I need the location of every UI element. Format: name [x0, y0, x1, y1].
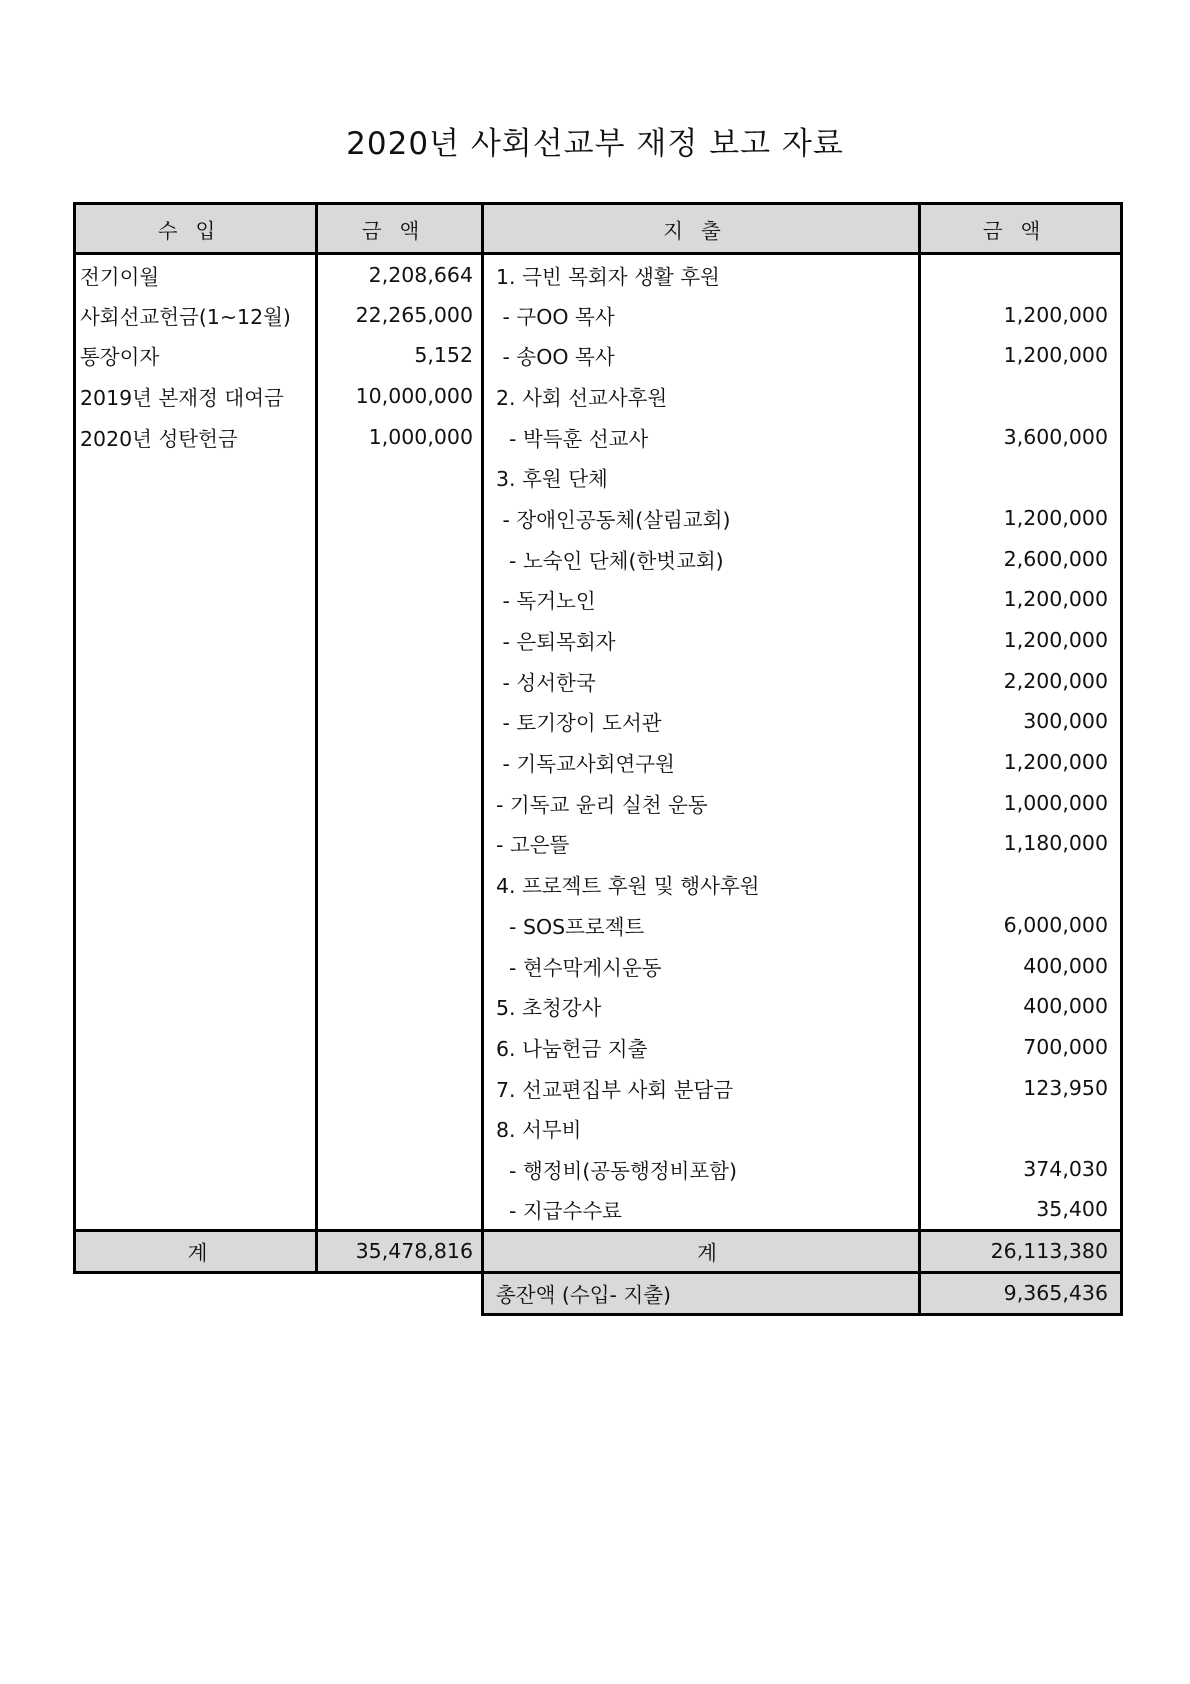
- expense-amount: 300,000: [920, 701, 1122, 742]
- income-amount: [317, 905, 483, 946]
- income-header: 수입: [75, 204, 317, 254]
- income-amount: [317, 823, 483, 864]
- page-title: 2020년 사회선교부 재정 보고 자료: [346, 126, 844, 162]
- balance-row: [75, 1272, 1122, 1314]
- expense-amount: 6,000,000: [920, 905, 1122, 946]
- income-item: 2019년 본재정 대여금: [75, 376, 317, 417]
- table-row: [75, 579, 1122, 620]
- expense-amount: [920, 254, 1122, 295]
- expense-item: 3. 후원 단체: [483, 457, 920, 498]
- totals-row: [75, 1230, 1122, 1272]
- expense-header: 지출: [483, 204, 920, 254]
- table-row: [75, 416, 1122, 457]
- expense-item: 5. 초청강사: [483, 986, 920, 1027]
- expense-item: - 박득훈 선교사: [483, 416, 920, 457]
- table-row: [75, 1108, 1122, 1149]
- income-amount: [317, 1149, 483, 1190]
- income-item: [75, 620, 317, 661]
- table-row: [75, 1027, 1122, 1068]
- table-row: [75, 254, 1122, 295]
- income-amount: [317, 457, 483, 498]
- income-item: [75, 782, 317, 823]
- expense-item: - 구OO 목사: [483, 294, 920, 335]
- income-amount-header: 금액: [317, 204, 483, 254]
- expense-item: - 성서한국: [483, 660, 920, 701]
- expense-amount: 2,600,000: [920, 538, 1122, 579]
- income-item: [75, 1067, 317, 1108]
- expense-item: - SOS프로젝트: [483, 905, 920, 946]
- expense-amount: 1,200,000: [920, 579, 1122, 620]
- table-row: [75, 498, 1122, 539]
- expense-item: 4. 프로젝트 후원 및 행사후원: [483, 864, 920, 905]
- income-total-label: 계: [75, 1230, 317, 1272]
- income-amount: 5,152: [317, 335, 483, 376]
- income-item: [75, 1149, 317, 1190]
- expense-amount: 3,600,000: [920, 416, 1122, 457]
- table-row: [75, 782, 1122, 823]
- table-header-row: [75, 204, 1122, 254]
- expense-item: - 행정비(공동행정비포함): [483, 1149, 920, 1190]
- table-row: [75, 823, 1122, 864]
- income-item: [75, 905, 317, 946]
- income-item: [75, 538, 317, 579]
- expense-amount: [920, 1108, 1122, 1149]
- expense-amount: 700,000: [920, 1027, 1122, 1068]
- expense-item: - 송OO 목사: [483, 335, 920, 376]
- table-row: [75, 660, 1122, 701]
- income-amount: [317, 498, 483, 539]
- income-item: [75, 864, 317, 905]
- table-row: [75, 945, 1122, 986]
- table-row: [75, 1149, 1122, 1190]
- expense-amount: 1,180,000: [920, 823, 1122, 864]
- blank-cell: [317, 1272, 483, 1314]
- income-item: [75, 457, 317, 498]
- income-amount: [317, 864, 483, 905]
- income-amount: [317, 620, 483, 661]
- income-amount: 2,208,664: [317, 254, 483, 295]
- income-item: [75, 660, 317, 701]
- expense-amount-header: 금액: [920, 204, 1122, 254]
- income-total-amount: 35,478,816: [317, 1230, 483, 1272]
- table-row: [75, 376, 1122, 417]
- income-item: [75, 1027, 317, 1068]
- table-row: [75, 620, 1122, 661]
- income-amount: [317, 945, 483, 986]
- expense-item: 7. 선교편집부 사회 분담금: [483, 1067, 920, 1108]
- expense-amount: 1,200,000: [920, 294, 1122, 335]
- blank-cell: [75, 1272, 317, 1314]
- income-item: [75, 986, 317, 1027]
- income-item: [75, 742, 317, 783]
- income-item: 전기이월: [75, 254, 317, 295]
- expense-amount: 1,000,000: [920, 782, 1122, 823]
- expense-amount: 35,400: [920, 1189, 1122, 1230]
- income-amount: 10,000,000: [317, 376, 483, 417]
- expense-item: - 기독교사회연구원: [483, 742, 920, 783]
- income-item: 2020년 성탄헌금: [75, 416, 317, 457]
- expense-total-label: 계: [483, 1230, 920, 1272]
- expense-amount: [920, 864, 1122, 905]
- table-row: [75, 701, 1122, 742]
- income-amount: 1,000,000: [317, 416, 483, 457]
- income-amount: [317, 660, 483, 701]
- balance-label: 총잔액 (수입- 지출): [483, 1272, 920, 1314]
- expense-item: - 장애인공동체(살림교회): [483, 498, 920, 539]
- expense-item: - 고은뜰: [483, 823, 920, 864]
- expense-amount: 123,950: [920, 1067, 1122, 1108]
- table-row: [75, 294, 1122, 335]
- expense-amount: 1,200,000: [920, 498, 1122, 539]
- income-amount: [317, 701, 483, 742]
- expense-total-amount: 26,113,380: [920, 1230, 1122, 1272]
- balance-amount: 9,365,436: [920, 1272, 1122, 1314]
- income-amount: [317, 1189, 483, 1230]
- finance-table: [73, 202, 1123, 1316]
- income-item: 통장이자: [75, 335, 317, 376]
- expense-item: 2. 사회 선교사후원: [483, 376, 920, 417]
- table-row: [75, 1067, 1122, 1108]
- expense-amount: 400,000: [920, 945, 1122, 986]
- income-item: [75, 579, 317, 620]
- income-amount: [317, 1108, 483, 1149]
- expense-amount: [920, 457, 1122, 498]
- income-amount: [317, 579, 483, 620]
- income-amount: [317, 1027, 483, 1068]
- table-row: [75, 1189, 1122, 1230]
- table-row: [75, 905, 1122, 946]
- expense-item: 8. 서무비: [483, 1108, 920, 1149]
- income-item: 사회선교헌금(1~12월): [75, 294, 317, 335]
- expense-item: 1. 극빈 목회자 생활 후원: [483, 254, 920, 295]
- income-item: [75, 1189, 317, 1230]
- income-item: [75, 945, 317, 986]
- income-item: [75, 701, 317, 742]
- expense-item: 6. 나눔헌금 지출: [483, 1027, 920, 1068]
- expense-item: - 현수막게시운동: [483, 945, 920, 986]
- expense-item: - 노숙인 단체(한벗교회): [483, 538, 920, 579]
- table-row: [75, 742, 1122, 783]
- expense-item: - 독거노인: [483, 579, 920, 620]
- table-row: [75, 538, 1122, 579]
- expense-amount: 400,000: [920, 986, 1122, 1027]
- table-row: [75, 986, 1122, 1027]
- expense-amount: 1,200,000: [920, 620, 1122, 661]
- income-amount: 22,265,000: [317, 294, 483, 335]
- table-row: [75, 864, 1122, 905]
- table-row: [75, 457, 1122, 498]
- income-item: [75, 1108, 317, 1149]
- expense-item: - 토기장이 도서관: [483, 701, 920, 742]
- expense-amount: 1,200,000: [920, 742, 1122, 783]
- expense-item: - 기독교 윤리 실천 운동: [483, 782, 920, 823]
- income-amount: [317, 538, 483, 579]
- table-row: [75, 335, 1122, 376]
- income-item: [75, 498, 317, 539]
- income-item: [75, 823, 317, 864]
- expense-amount: 1,200,000: [920, 335, 1122, 376]
- expense-amount: 2,200,000: [920, 660, 1122, 701]
- income-amount: [317, 742, 483, 783]
- income-amount: [317, 782, 483, 823]
- expense-amount: [920, 376, 1122, 417]
- expense-item: - 은퇴목회자: [483, 620, 920, 661]
- income-amount: [317, 1067, 483, 1108]
- expense-amount: 374,030: [920, 1149, 1122, 1190]
- expense-item: - 지급수수료: [483, 1189, 920, 1230]
- income-amount: [317, 986, 483, 1027]
